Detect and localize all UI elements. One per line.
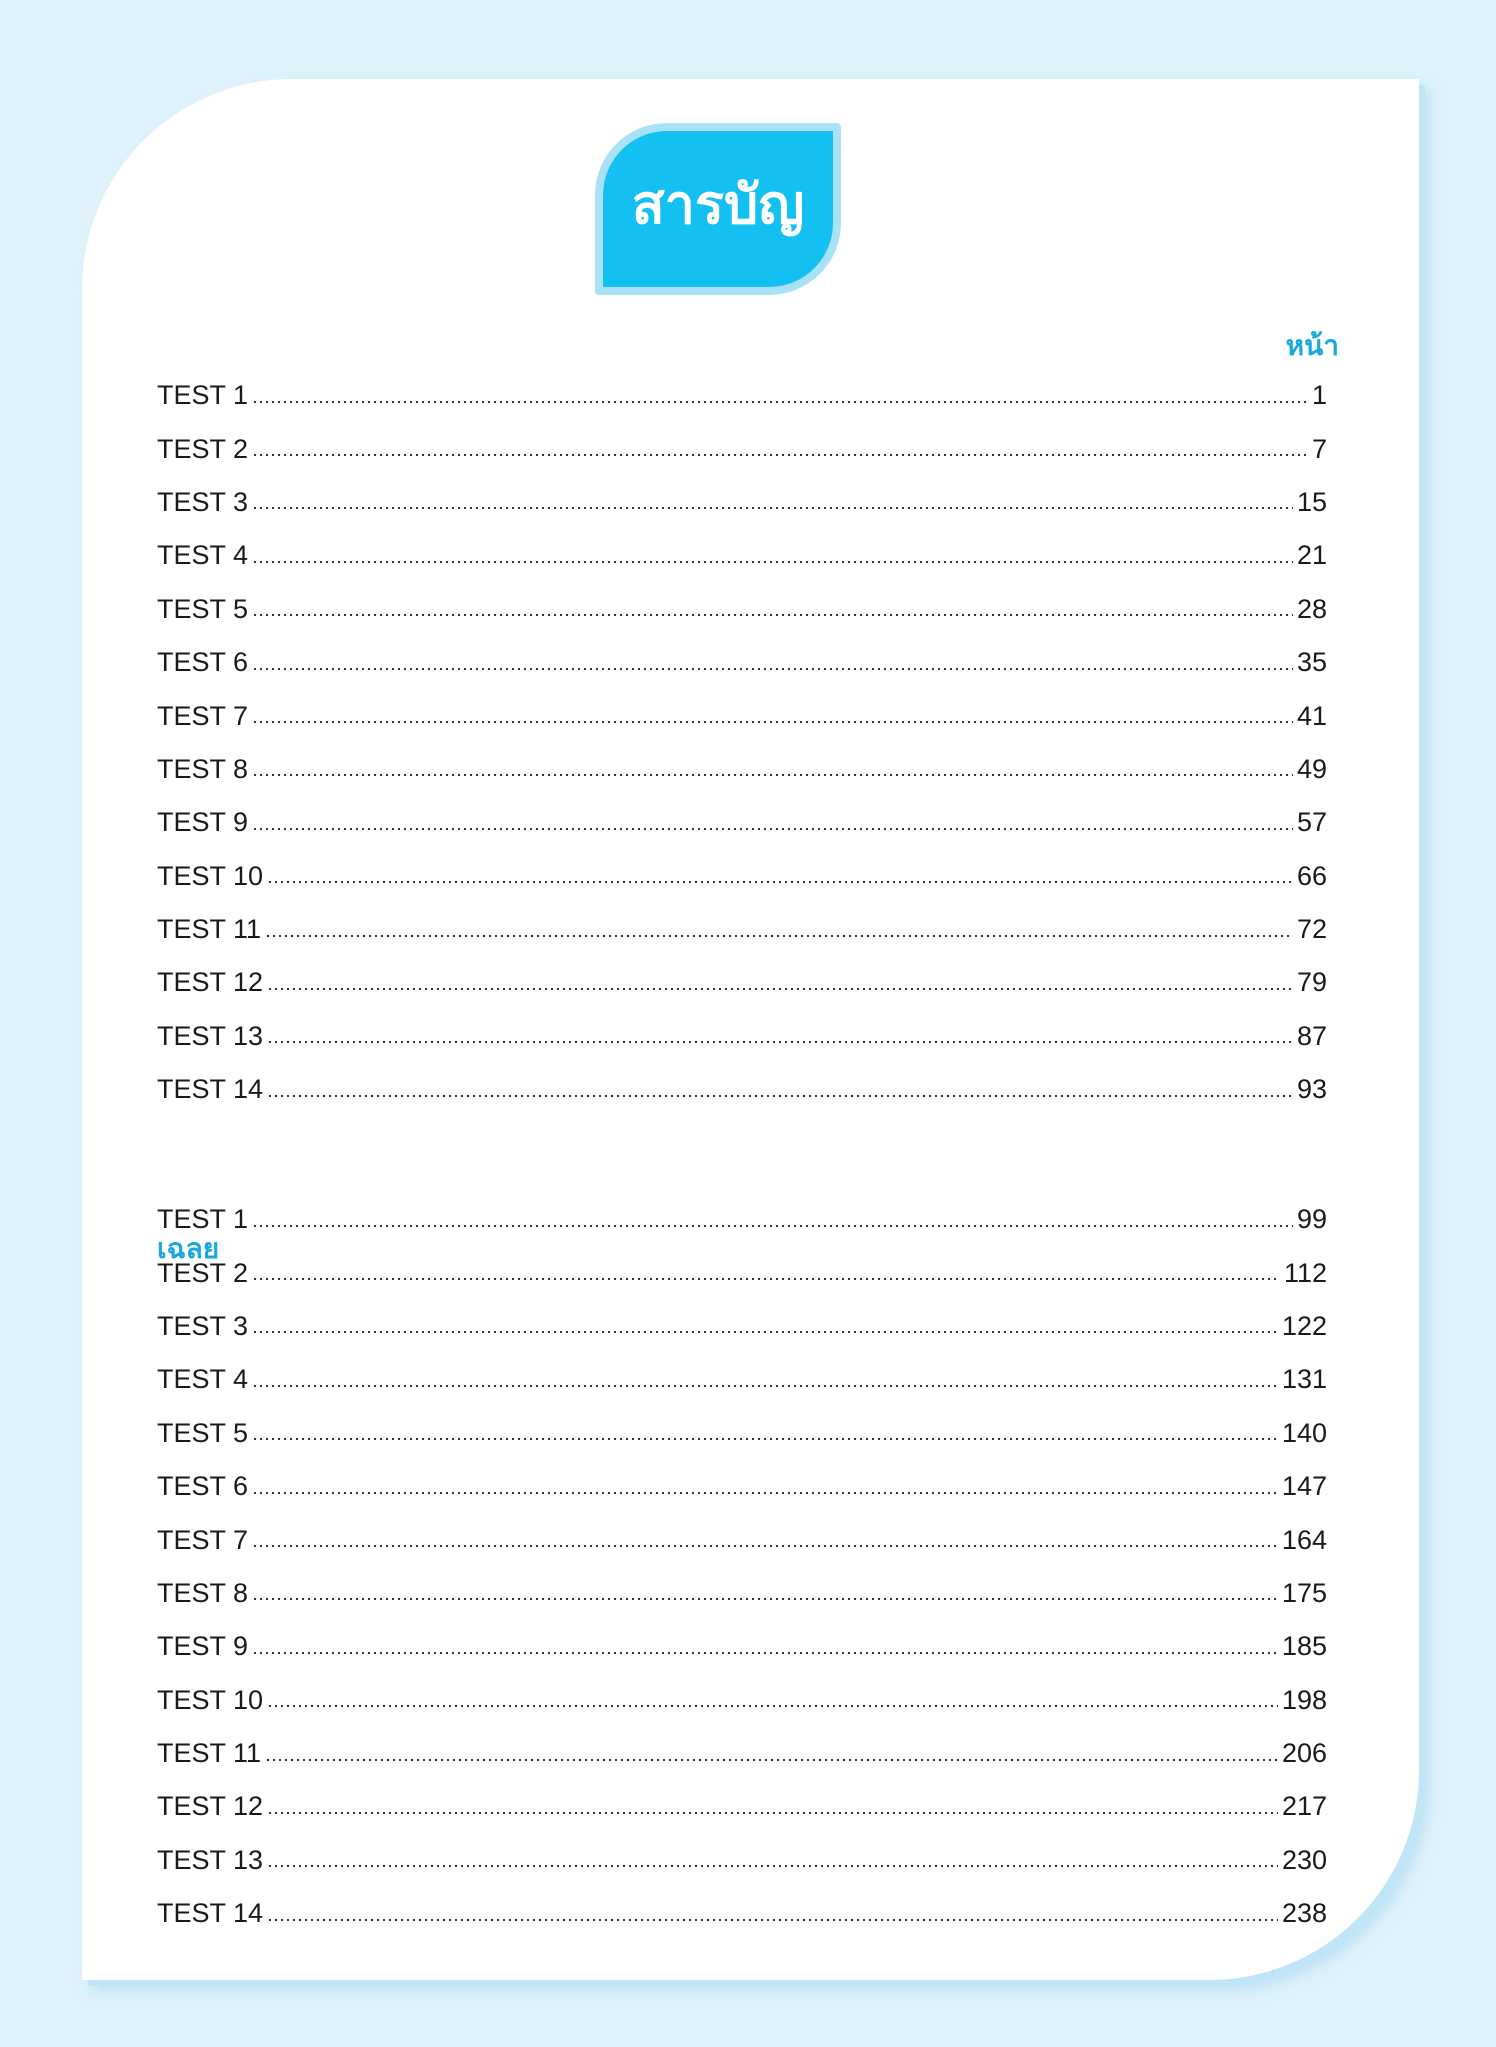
- test-toc-entry[interactable]: [157, 369, 1327, 422]
- test-toc-entry[interactable]: [157, 636, 1327, 689]
- answer-toc-entry[interactable]: [157, 1780, 1327, 1833]
- toc-entry-label: TEST 4: [157, 1364, 249, 1395]
- toc-entry-page-number: 140: [1281, 1417, 1327, 1448]
- toc-entry-page-number: 131: [1281, 1364, 1327, 1395]
- toc-entry-label: TEST 11: [157, 914, 262, 945]
- answer-toc-entry[interactable]: [157, 1620, 1327, 1673]
- toc-leader-dots: [252, 1598, 1278, 1600]
- toc-entry-page-number: 49: [1296, 753, 1327, 784]
- toc-leader-dots: [252, 454, 1308, 456]
- toc-entry-page-number: 1: [1311, 380, 1327, 411]
- toc-leader-dots: [265, 935, 1293, 937]
- toc-entry-page-number: 93: [1296, 1074, 1327, 1105]
- toc-entry-label: TEST 10: [157, 860, 264, 891]
- document-page: [82, 79, 1419, 1980]
- toc-entry-page-number: 28: [1296, 593, 1327, 624]
- test-toc-entry[interactable]: [157, 956, 1327, 1009]
- answer-toc-entry[interactable]: [157, 1887, 1327, 1940]
- toc-entry-page-number: 206: [1281, 1738, 1327, 1769]
- toc-entry-label: TEST 9: [157, 807, 249, 838]
- toc-leader-dots: [252, 1438, 1278, 1440]
- test-toc-entry[interactable]: [157, 1010, 1327, 1063]
- toc-entry-label: TEST 3: [157, 486, 249, 517]
- toc-entry-label: TEST 1: [157, 1204, 249, 1235]
- toc-entry-label: TEST 13: [157, 1020, 264, 1051]
- toc-leader-dots: [252, 1385, 1278, 1387]
- toc-entry-page-number: 238: [1281, 1898, 1327, 1929]
- toc-leader-dots: [267, 1095, 1293, 1097]
- toc-entry-page-number: 217: [1281, 1791, 1327, 1822]
- toc-entry-label: TEST 6: [157, 647, 249, 678]
- toc-entry-page-number: 230: [1281, 1844, 1327, 1875]
- test-toc-entry[interactable]: [157, 476, 1327, 529]
- toc-leader-dots: [252, 1652, 1278, 1654]
- test-toc-entry[interactable]: [157, 1063, 1327, 1116]
- toc-leader-dots: [252, 561, 1293, 563]
- toc-leader-dots: [252, 721, 1293, 723]
- answer-toc-entry[interactable]: [157, 1193, 1327, 1246]
- toc-entry-label: TEST 10: [157, 1684, 264, 1715]
- toc-entry-page-number: 87: [1296, 1020, 1327, 1051]
- toc-entry-page-number: 147: [1281, 1471, 1327, 1502]
- title-badge: [595, 123, 841, 295]
- test-toc-entry[interactable]: [157, 689, 1327, 742]
- toc-leader-dots: [267, 1041, 1293, 1043]
- toc-leader-dots: [252, 1492, 1278, 1494]
- toc-entry-page-number: 112: [1283, 1257, 1327, 1288]
- toc-entry-page-number: 175: [1281, 1577, 1327, 1608]
- test-toc-entry[interactable]: [157, 850, 1327, 903]
- test-toc-entry[interactable]: [157, 796, 1327, 849]
- toc-leader-dots: [252, 828, 1293, 830]
- toc-entry-label: TEST 12: [157, 1791, 264, 1822]
- toc-entry-page-number: 7: [1311, 433, 1327, 464]
- test-toc-entry[interactable]: [157, 903, 1327, 956]
- answer-toc-entry[interactable]: [157, 1460, 1327, 1513]
- toc-entry-page-number: 164: [1281, 1524, 1327, 1555]
- toc-leader-dots: [267, 1865, 1278, 1867]
- page-column-heading: หน้า: [1285, 329, 1339, 362]
- answer-toc-entry[interactable]: [157, 1407, 1327, 1460]
- toc-leader-dots: [267, 881, 1293, 883]
- tests-toc: [157, 369, 1327, 1116]
- toc-entry-page-number: 99: [1296, 1204, 1327, 1235]
- test-toc-entry[interactable]: [157, 743, 1327, 796]
- toc-entry-page-number: 66: [1296, 860, 1327, 891]
- toc-entry-page-number: 21: [1296, 540, 1327, 571]
- toc-leader-dots: [252, 1278, 1280, 1280]
- answer-toc-entry[interactable]: [157, 1246, 1327, 1299]
- toc-entry-label: TEST 14: [157, 1898, 264, 1929]
- toc-entry-label: TEST 3: [157, 1310, 249, 1341]
- toc-entry-page-number: 198: [1281, 1684, 1327, 1715]
- test-toc-entry[interactable]: [157, 583, 1327, 636]
- answers-toc: [157, 1193, 1327, 1940]
- toc-leader-dots: [252, 401, 1308, 403]
- toc-entry-page-number: 122: [1281, 1310, 1327, 1341]
- toc-entry-page-number: 57: [1296, 807, 1327, 838]
- toc-entry-label: TEST 5: [157, 593, 249, 624]
- toc-entry-label: TEST 14: [157, 1074, 264, 1105]
- toc-entry-page-number: 15: [1296, 486, 1327, 517]
- toc-entry-label: TEST 5: [157, 1417, 249, 1448]
- answer-toc-entry[interactable]: [157, 1834, 1327, 1887]
- toc-leader-dots: [265, 1759, 1278, 1761]
- toc-entry-label: TEST 8: [157, 1577, 249, 1608]
- toc-leader-dots: [267, 1919, 1278, 1921]
- answer-toc-entry[interactable]: [157, 1727, 1327, 1780]
- toc-leader-dots: [252, 1331, 1278, 1333]
- toc-entry-page-number: 185: [1281, 1631, 1327, 1662]
- toc-leader-dots: [252, 1545, 1278, 1547]
- test-toc-entry[interactable]: [157, 422, 1327, 475]
- toc-entry-label: TEST 12: [157, 967, 264, 998]
- toc-entry-page-number: 35: [1296, 647, 1327, 678]
- toc-leader-dots: [267, 1812, 1278, 1814]
- toc-leader-dots: [252, 507, 1293, 509]
- answer-toc-entry[interactable]: [157, 1300, 1327, 1353]
- toc-leader-dots: [252, 1225, 1293, 1227]
- toc-leader-dots: [252, 774, 1293, 776]
- toc-leader-dots: [267, 988, 1293, 990]
- answer-toc-entry[interactable]: [157, 1513, 1327, 1566]
- toc-entry-label: TEST 9: [157, 1631, 249, 1662]
- toc-entry-label: TEST 11: [157, 1738, 262, 1769]
- toc-leader-dots: [267, 1705, 1278, 1707]
- toc-entry-label: TEST 13: [157, 1844, 264, 1875]
- toc-entry-page-number: 41: [1296, 700, 1327, 731]
- toc-entry-label: TEST 2: [157, 1257, 249, 1288]
- toc-entry-label: TEST 7: [157, 700, 249, 731]
- toc-entry-page-number: 72: [1296, 914, 1327, 945]
- answers-heading: เฉลย: [157, 1232, 220, 1265]
- toc-leader-dots: [252, 668, 1293, 670]
- page-title: สารบัญ: [631, 173, 805, 236]
- answer-toc-entry[interactable]: [157, 1567, 1327, 1620]
- answer-toc-entry[interactable]: [157, 1353, 1327, 1406]
- toc-entry-label: TEST 7: [157, 1524, 249, 1555]
- toc-entry-label: TEST 4: [157, 540, 249, 571]
- toc-leader-dots: [252, 614, 1293, 616]
- toc-entry-label: TEST 1: [157, 380, 249, 411]
- toc-entry-label: TEST 8: [157, 753, 249, 784]
- toc-entry-label: TEST 2: [157, 433, 249, 464]
- toc-entry-page-number: 79: [1296, 967, 1327, 998]
- answer-toc-entry[interactable]: [157, 1674, 1327, 1727]
- test-toc-entry[interactable]: [157, 529, 1327, 582]
- toc-entry-label: TEST 6: [157, 1471, 249, 1502]
